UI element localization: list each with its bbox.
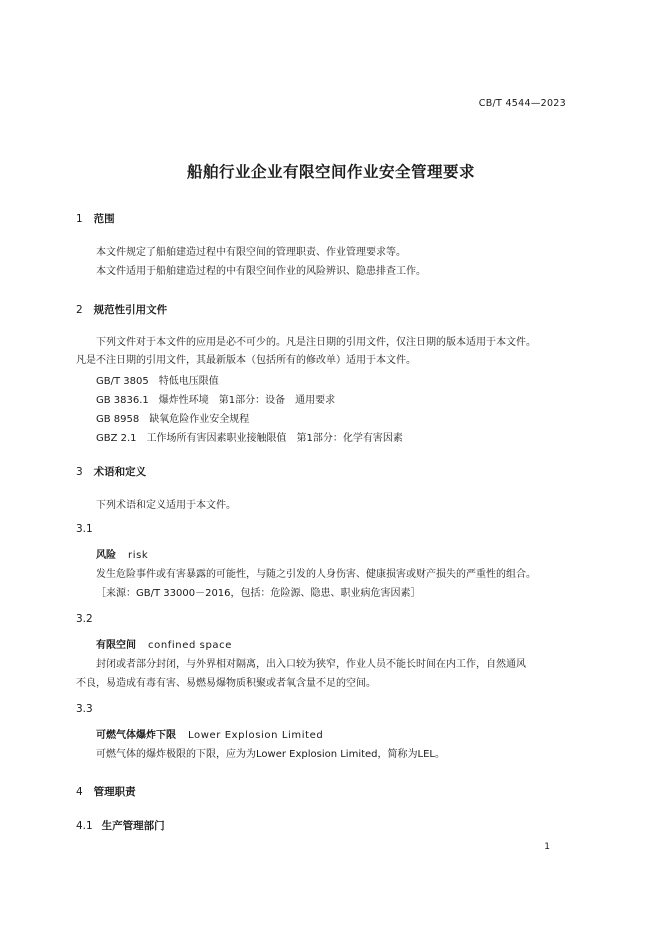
- term-chinese: 可燃气体爆炸下限: [96, 730, 176, 741]
- section-number: 2: [76, 304, 83, 316]
- section-title: 管理职责: [93, 786, 136, 798]
- section-title: 规范性引用文件: [93, 304, 168, 316]
- subsection-4-1-heading: [76, 818, 165, 833]
- term-english: Lower Explosion Limited: [188, 730, 324, 741]
- paragraph: 本文件适用于船舶建造过程的中有限空间作业的风险辨识、隐患排查工作。: [96, 266, 426, 277]
- term-chinese: 风险: [96, 550, 116, 561]
- term-number: 3.1: [76, 523, 93, 535]
- term-definition: 封闭或者部分封闭，与外界相对隔离，出入口较为狭窄，作业人员不能长时间在内工作，自然通风: [96, 659, 526, 670]
- term-number: 3.2: [76, 613, 93, 625]
- term-heading: [96, 549, 148, 563]
- term-english: confined space: [148, 640, 233, 651]
- term-definition: 发生危险事件或有害暴露的可能性，与随之引发的人身伤害、健康损害或财产损失的严重性的组合。: [96, 569, 536, 580]
- term-definition: 不良，易造成有毒有害、易燃易爆物质积聚或者氧含量不足的空间。: [76, 678, 376, 689]
- term-definition: 可燃气体的爆炸极限的下限，应为为Lower Explosion Limited，简称为LEL。: [96, 749, 445, 760]
- section-3-heading: [76, 464, 146, 479]
- section-number: 3: [76, 466, 83, 478]
- reference-item: GB 3836.1 爆炸性环境 第1部分：设备 通用要求: [96, 395, 336, 406]
- subsection-number: 4.1: [76, 820, 93, 832]
- section-number: 1: [76, 213, 83, 225]
- section-4-heading: [76, 784, 136, 799]
- term-heading: [96, 639, 232, 653]
- term-english: risk: [128, 550, 149, 561]
- section-2-heading: [76, 302, 167, 317]
- paragraph: 本文件规定了船舶建造过程中有限空间的管理职责、作业管理要求等。: [96, 247, 406, 258]
- section-number: 4: [76, 786, 83, 798]
- term-source: ［来源：GB/T 33000－2016，包括：危险源、隐患、职业病危害因素］: [96, 588, 421, 599]
- paragraph: 下列术语和定义适用于本文件。: [96, 500, 236, 511]
- section-1-heading: [76, 211, 115, 226]
- term-heading: [96, 729, 323, 743]
- section-title: 范围: [93, 213, 115, 225]
- reference-item: GBZ 2.1 工作场所有害因素职业接触限值 第1部分：化学有害因素: [96, 433, 403, 444]
- document-title: 船舶行业企业有限空间作业安全管理要求: [186, 163, 475, 181]
- paragraph: 凡是不注日期的引用文件，其最新版本（包括所有的修改单）适用于本文件。: [76, 355, 416, 366]
- page-number: 1: [544, 842, 550, 852]
- section-title: 术语和定义: [93, 466, 147, 478]
- term-number: 3.3: [76, 703, 93, 715]
- standard-code: CB/T 4544—2023: [478, 98, 566, 109]
- term-chinese: 有限空间: [96, 640, 136, 651]
- reference-item: GB 8958 缺氧危险作业安全规程: [96, 414, 250, 425]
- reference-item: GB/T 3805 特低电压限值: [96, 376, 219, 387]
- subsection-title: 生产管理部门: [101, 820, 165, 832]
- paragraph: 下列文件对于本文件的应用是必不可少的。凡是注日期的引用文件，仅注日期的版本适用于本文件。: [96, 337, 536, 348]
